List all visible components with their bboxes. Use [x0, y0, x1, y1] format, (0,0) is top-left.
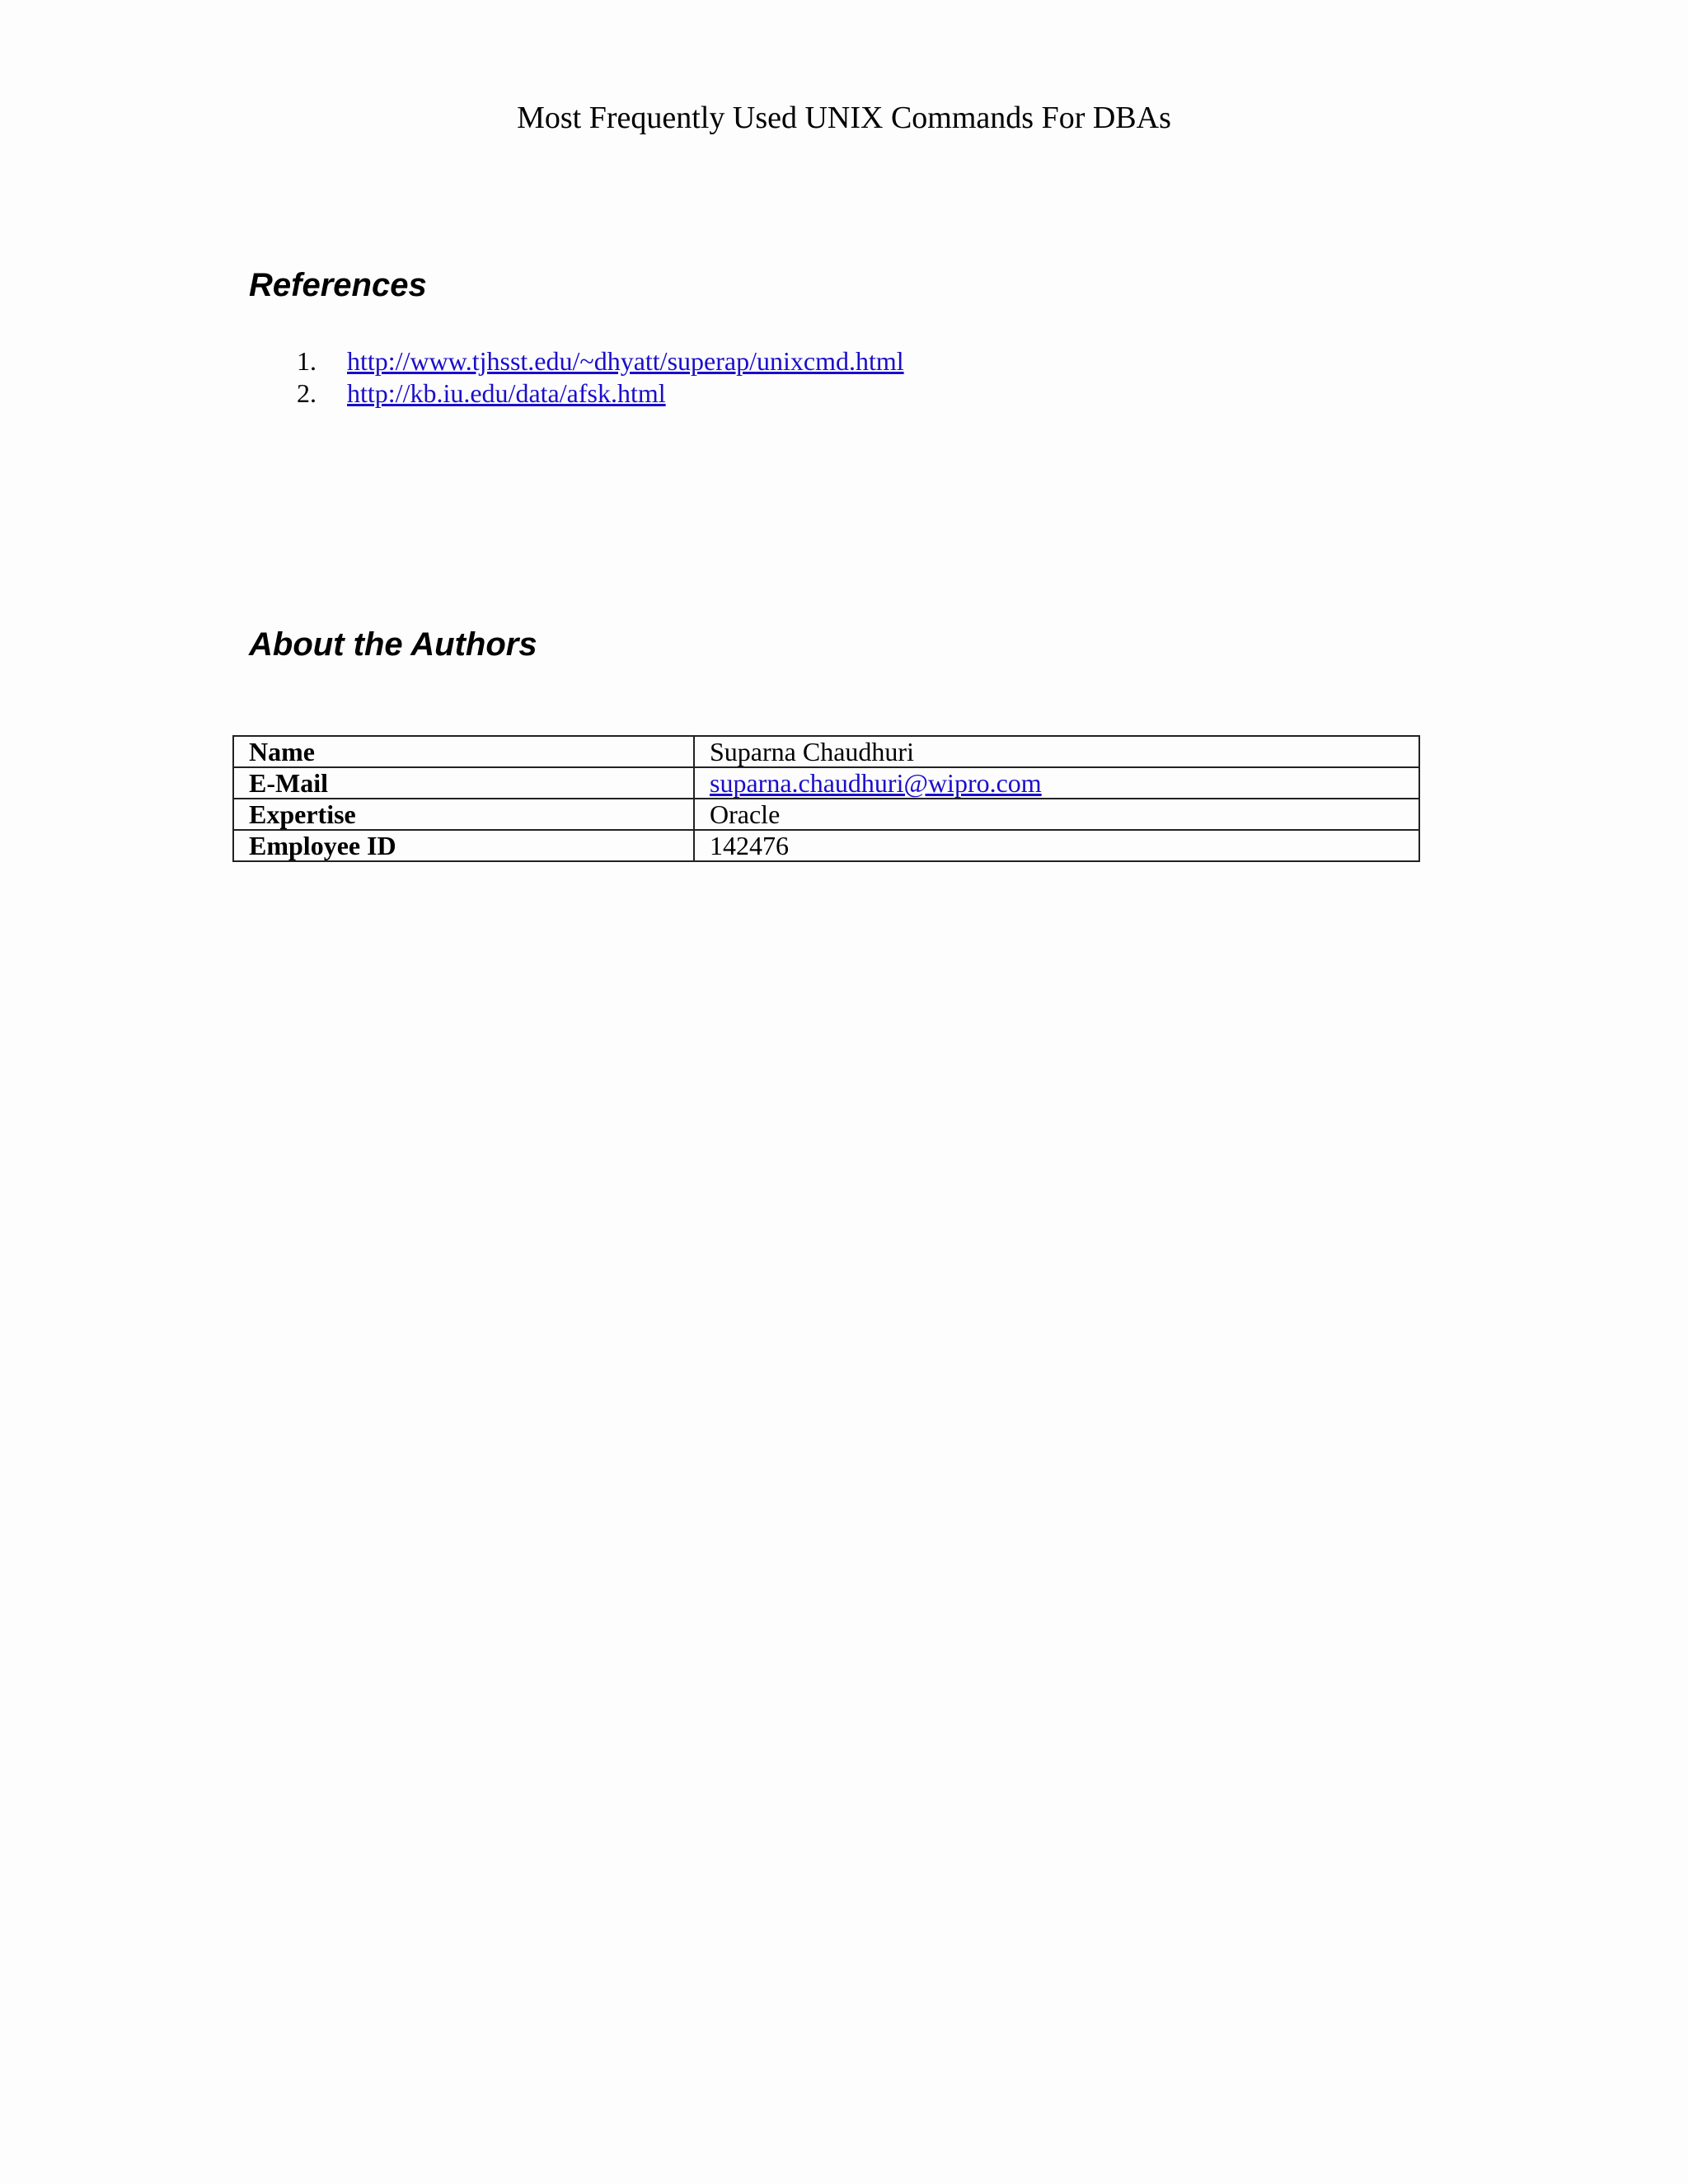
reference-number: 1. [297, 346, 316, 376]
table-row [233, 767, 1419, 799]
reference-item [249, 345, 1238, 377]
reference-link[interactable]: http://www.tjhsst.edu/~dhyatt/superap/unixcmd.html [347, 346, 904, 376]
employee-id-value: 142476 [694, 830, 1419, 861]
email-label: E-Mail [233, 767, 694, 799]
name-value: Suparna Chaudhuri [694, 736, 1419, 767]
employee-id-label: Employee ID [233, 830, 694, 861]
email-link[interactable]: suparna.chaudhuri@wipro.com [710, 768, 1042, 798]
author-info-table [232, 735, 1420, 862]
email-value-cell [694, 767, 1419, 799]
reference-item [249, 377, 1238, 410]
table-row [233, 830, 1419, 861]
about-authors-heading: About the Authors [249, 626, 537, 663]
reference-number: 2. [297, 378, 316, 408]
references-heading: References [249, 267, 427, 303]
table-row [233, 736, 1419, 767]
reference-link[interactable]: http://kb.iu.edu/data/afsk.html [347, 378, 666, 408]
references-list [249, 345, 1238, 410]
expertise-label: Expertise [233, 799, 694, 830]
page-header-title: Most Frequently Used UNIX Commands For DBAs [517, 101, 1171, 135]
table-row [233, 799, 1419, 830]
expertise-value: Oracle [694, 799, 1419, 830]
name-label: Name [233, 736, 694, 767]
